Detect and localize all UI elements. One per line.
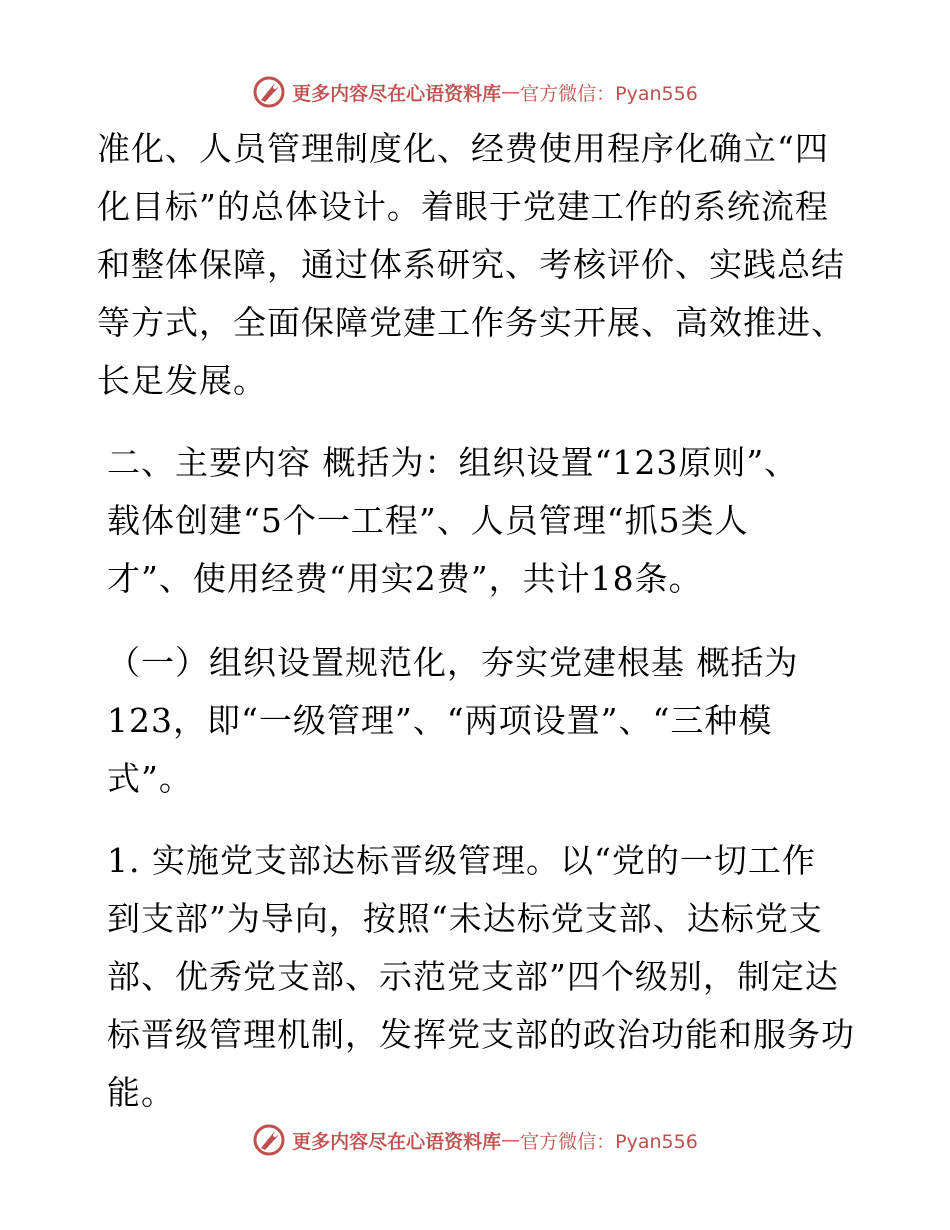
watermark-wechat-text: 官方微信：Pyan556 bbox=[520, 1130, 698, 1153]
watermark-separator: — bbox=[501, 81, 521, 103]
pen-nib-logo-icon bbox=[252, 75, 286, 109]
watermark-separator: — bbox=[501, 1129, 521, 1151]
watermark-wechat-text: 官方微信：Pyan556 bbox=[520, 82, 698, 105]
paragraph-section-one: （一）组织设置规范化，夯实党建根基 概括为 123，即“一级管理”、“两项设置”、“三种模 式”。 bbox=[107, 643, 799, 798]
paragraph-design-summary: 准化、人员管理制度化、经费使用程序化确立“四 化目标”的总体设计。着眼于党建工作的系统流程 和整体保障，通过体系研究、考核评价、实践总结 等方式，全面保障党建工作务实开展、高效推进、 长足发展。 bbox=[97, 129, 845, 400]
header-watermark bbox=[0, 72, 950, 112]
document-body bbox=[97, 120, 857, 1122]
paragraph-item-one: 1. 实施党支部达标晋级管理。以“党的一切工作 到支部”为导向，按照“未达标党支部、达标党支 部、优秀党支部、示范党支部”四个级别，制定达 标晋级管理机制，发挥党支部的政治功能和服务功 能。 bbox=[107, 841, 855, 1112]
watermark-lead-text: 更多内容尽在心语资料库 bbox=[292, 1130, 502, 1153]
paragraph-main-content: 二、主要内容 概括为：组织设置“123原则”、 载体创建“5个一工程”、人员管理“抓5类人 才”、使用经费“用实2费”，共计18条。 bbox=[107, 443, 799, 598]
pen-nib-logo-icon bbox=[252, 1123, 286, 1157]
watermark-lead-text: 更多内容尽在心语资料库 bbox=[292, 82, 502, 105]
footer-watermark bbox=[0, 1120, 950, 1160]
